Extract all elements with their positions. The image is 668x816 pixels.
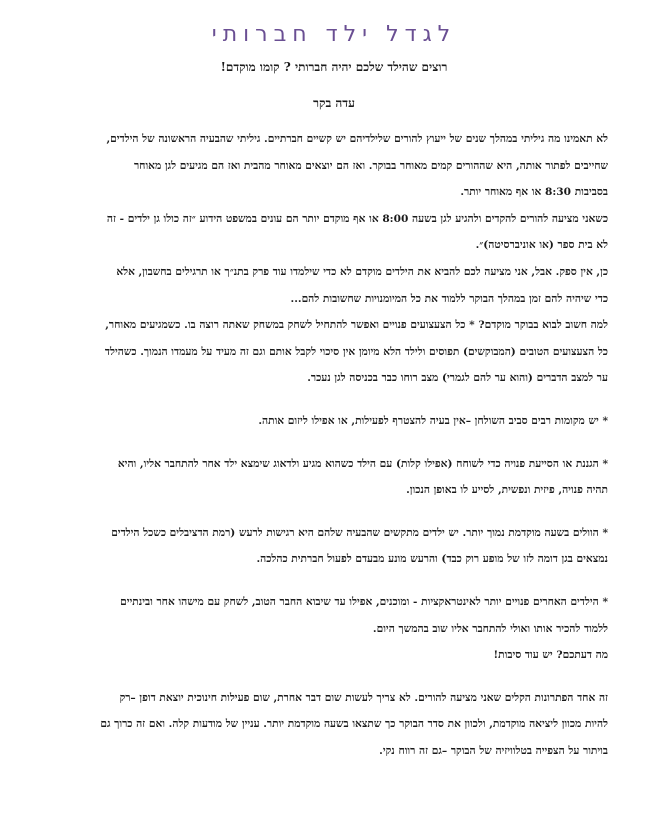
paragraph-why-early: למה חשוב לבוא בבוקר מוקדם? * כל הצעצועים פנויים ואפשר להתחיל לשחק במשחק שאתה רוצה בו. כשמגיעים מאוחר, כל הצעצועים הטובים (המבוקשים) תפוסים ולילד הלא מיומן אין סיכוי לקבל אותם וגם זה מעיד על מעמדו הנמוך. כשהילד ער למצב הדברים (והוא ער להם לגמרי) מצב רוחו כבר בכניסה לגן נעכר. xyxy=(104,319,608,385)
paragraph-explanation: כן, אין ספק. אבל, אני מציעה לכם להביא את הילדים מוקדם לא כדי שילמדו עוד פרק בתנ״ך או תרגילים בחשבון, אלא כדי שיהיה להם זמן במהלך הבוקר ללמוד את כל המיומנויות שחשובות להם... xyxy=(116,265,608,305)
paragraph-intro: לא תאמינו מה גיליתי במהלך שנים של ייעוץ להורים שלילדיהם יש קשיים חברתיים. גיליתי שהבעיה הראשונה של הילדים, שחייבים לפתור אותה, היא שההורים קמים מאוחר בבוקר. ואז הם יוצאים מאוחר מהבית ואז הם מגיעים לגן מאוחר בסביבות 8:30 או אף מאוחר יותר. xyxy=(106,133,608,199)
paragraph-bullet-noise: * הוולים בשעה מוקדמת נמוך יותר. יש ילדים מתקשים שהבעיה שלהם היא רגישות לרעש (רמת הדציבלים כשכל הילדים נמצאים בגן דומה לזו של מופע רוק כבד) והרעש מונע מבעדם לפעול חברתית כהלכה. xyxy=(111,526,608,566)
paragraph-conclusion: זה אחד הפתרונות הקלים שאני מציעה להורים. לא צריך לעשות שום דבר אחרת, שום פעילות חינוכית יוצאת דופן –רק להיות מכוון ליציאה מוקדמת, ולכוון את סדר הבוקר כך שתצאו בשעה מוקדמת יותר. עניין של מודעות קלה. ואם זה כרוך גם בויתור על הצפייה בטלוויזיה של הבוקר –גם זה רווח נקי. xyxy=(100,691,608,757)
paragraph-bullet-children: * הילדים האחרים פנויים יותר לאינטראקציות - ומוכנים, אפילו עד שיבוא החבר הטוב, לשחק עם מישהו אחר ובינתיים ללמוד להכיר אותו ואולי להתחבר אליו שוב בהמשך היום. xyxy=(120,595,608,635)
paragraph-bullet-table: * יש מקומות רבים סביב השולחן –אין בעיה להצטרף לפעילות, או אפילו ליזום אותה. xyxy=(258,414,608,427)
document-title: לגדל ילד חברותי xyxy=(211,22,457,47)
document-body xyxy=(100,126,608,764)
paragraph-bullet-teacher: * הגננת או הסייעת פנויה כדי לשוחח (אפילו קלות) עם הילד כשהוא מגיע ולדאוג שימצא ילד אחר להתחבר אליו, והיא תהיה פנויה, פיזית ונפשית, לסייע לו באופן הנכון. xyxy=(117,457,608,497)
document-subtitle: רוצים שהילד שלכם יהיה חברותי ? קומו מוקדם! xyxy=(220,60,448,74)
document-author: עדה בקר xyxy=(313,96,355,110)
paragraph-question: מה דעתכם? יש עוד סיבות! xyxy=(493,649,608,662)
paragraph-suggestion: כשאני מציעה להורים להקדים ולהגיע לגן בשעה 8:00 או אף מוקדם יותר הם עונים במשפט הידוע ״זה כולו גן ילדים - זה לא בית ספר (או אוניברסיטה)״. xyxy=(106,212,608,252)
